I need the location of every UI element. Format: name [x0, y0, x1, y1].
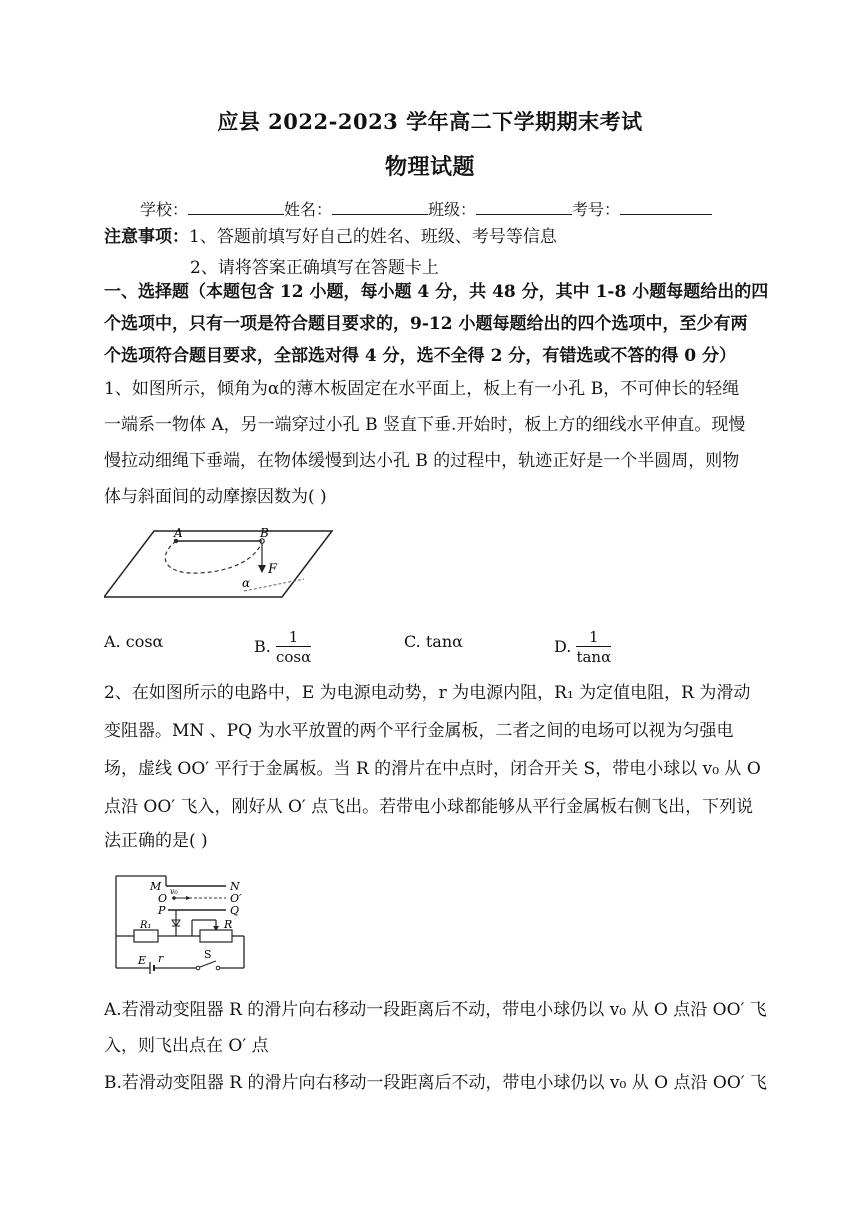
q1-option-a: A. cosα: [104, 632, 164, 651]
q1-incline-figure: [104, 525, 344, 605]
notice-item-1: 1、答题前填写好自己的姓名、班级、考号等信息: [189, 227, 557, 247]
school-blank[interactable]: [188, 200, 284, 215]
school-label: 学校：: [140, 200, 189, 219]
q1-label-f: F: [268, 562, 278, 577]
q2-circuit-figure: [106, 870, 256, 976]
page-title: 应县 2022-2023 学年高二下学期期末考试: [217, 109, 643, 134]
q2-label-n: N: [230, 880, 240, 893]
q1-option-b-fraction: [276, 628, 311, 667]
class-blank[interactable]: [476, 200, 572, 215]
q2-label-e: E: [138, 954, 147, 967]
q2-line: 2、在如图所示的电路中，E 为电源电动势，r 为电源内阻，R₁ 为定值电阻，R 为滑动: [104, 683, 751, 703]
q2-label-m: M: [150, 880, 162, 893]
class-label: 班级：: [428, 200, 477, 219]
q2-label-p: P: [158, 904, 166, 917]
section-heading-line: 个选项中，只有一项是符合题目要求的，9-12 小题每题给出的四个选项中，至少有两: [104, 314, 748, 334]
q1-option-d: [554, 628, 611, 667]
q1-label-b: B: [260, 526, 269, 540]
q1-option-c: C. tanα: [404, 632, 463, 651]
notice-label: 注意事项：: [104, 227, 189, 247]
q2-line: 变阻器。MN 、PQ 为水平放置的两个平行金属板，二者之间的电场可以视为匀强电: [104, 721, 734, 741]
q2-option-a-line: 入，则飞出点在 O′ 点: [104, 1036, 269, 1056]
exam-no-label: 考号：: [572, 200, 621, 219]
q2-label-q: Q: [230, 904, 240, 917]
q2-label-r-small: r: [158, 952, 164, 965]
q2-line: 法正确的是( ): [104, 831, 208, 851]
q1-line: 一端系一物体 A，另一端穿过小孔 B 竖直下垂.开始时，板上方的细线水平伸直。现慢: [104, 415, 746, 435]
q1-option-d-numerator: 1: [576, 628, 611, 647]
name-blank[interactable]: [332, 200, 428, 215]
section-heading-line: 一、选择题（本题包含 12 小题，每小题 4 分，共 48 分，其中 1-8 小题每题给出的四: [104, 282, 769, 302]
q2-label-v0: v₀: [170, 887, 178, 896]
page-subtitle: 物理试题: [384, 154, 475, 180]
q2-line: 场，虚线 OO′ 平行于金属板。当 R 的滑片在中点时，闭合开关 S，带电小球以 v₀ 从 O: [104, 759, 761, 779]
q1-line: 慢拉动细绳下垂端，在物体缓慢到达小孔 B 的过程中，轨迹正好是一个半圆周，则物: [104, 451, 740, 471]
q1-option-d-fraction: [576, 628, 611, 667]
notice-row-1: [104, 222, 754, 247]
student-info-row: [140, 197, 712, 220]
name-label: 姓名：: [284, 200, 333, 219]
q1-line: 1、如图所示，倾角为α的薄木板固定在水平面上，板上有一小孔 B，不可伸长的轻绳: [104, 379, 740, 399]
q1-option-b-label: B.: [254, 637, 271, 656]
q2-label-r: R: [224, 918, 233, 931]
q1-label-alpha: α: [242, 576, 251, 590]
q2-line: 点沿 OO′ 飞入，刚好从 O′ 点飞出。若带电小球都能够从平行金属板右侧飞出，下列说: [104, 797, 754, 817]
q2-option-a-line: A.若滑动变阻器 R 的滑片向右移动一段距离后不动，带电小球仍以 v₀ 从 O 点沿 OO′ 飞: [104, 1000, 767, 1020]
q1-option-d-label: D.: [554, 637, 572, 656]
notice-item-2: 2、请将答案正确填写在答题卡上: [190, 258, 439, 278]
q2-option-b-line: B.若滑动变阻器 R 的滑片向右移动一段距离后不动，带电小球仍以 v₀ 从 O 点沿 OO′ 飞: [104, 1073, 768, 1093]
q2-label-s: S: [204, 948, 212, 961]
q1-option-b: [254, 628, 311, 667]
q2-label-o-prime: O′: [230, 892, 242, 905]
q1-option-b-denominator: cosα: [275, 648, 312, 666]
q2-label-o: O: [158, 892, 168, 905]
q1-option-b-numerator: 1: [276, 628, 311, 647]
q1-label-a: A: [174, 526, 183, 540]
exam-no-blank[interactable]: [620, 200, 712, 215]
q2-label-r1: R₁: [140, 920, 152, 931]
section-heading-line: 个选项符合题目要求，全部选对得 4 分，选不全得 2 分，有错选或不答的得 0 分）: [104, 346, 736, 366]
q1-line: 体与斜面间的动摩擦因数为( ): [104, 487, 327, 507]
q1-option-d-denominator: tanα: [576, 648, 612, 666]
